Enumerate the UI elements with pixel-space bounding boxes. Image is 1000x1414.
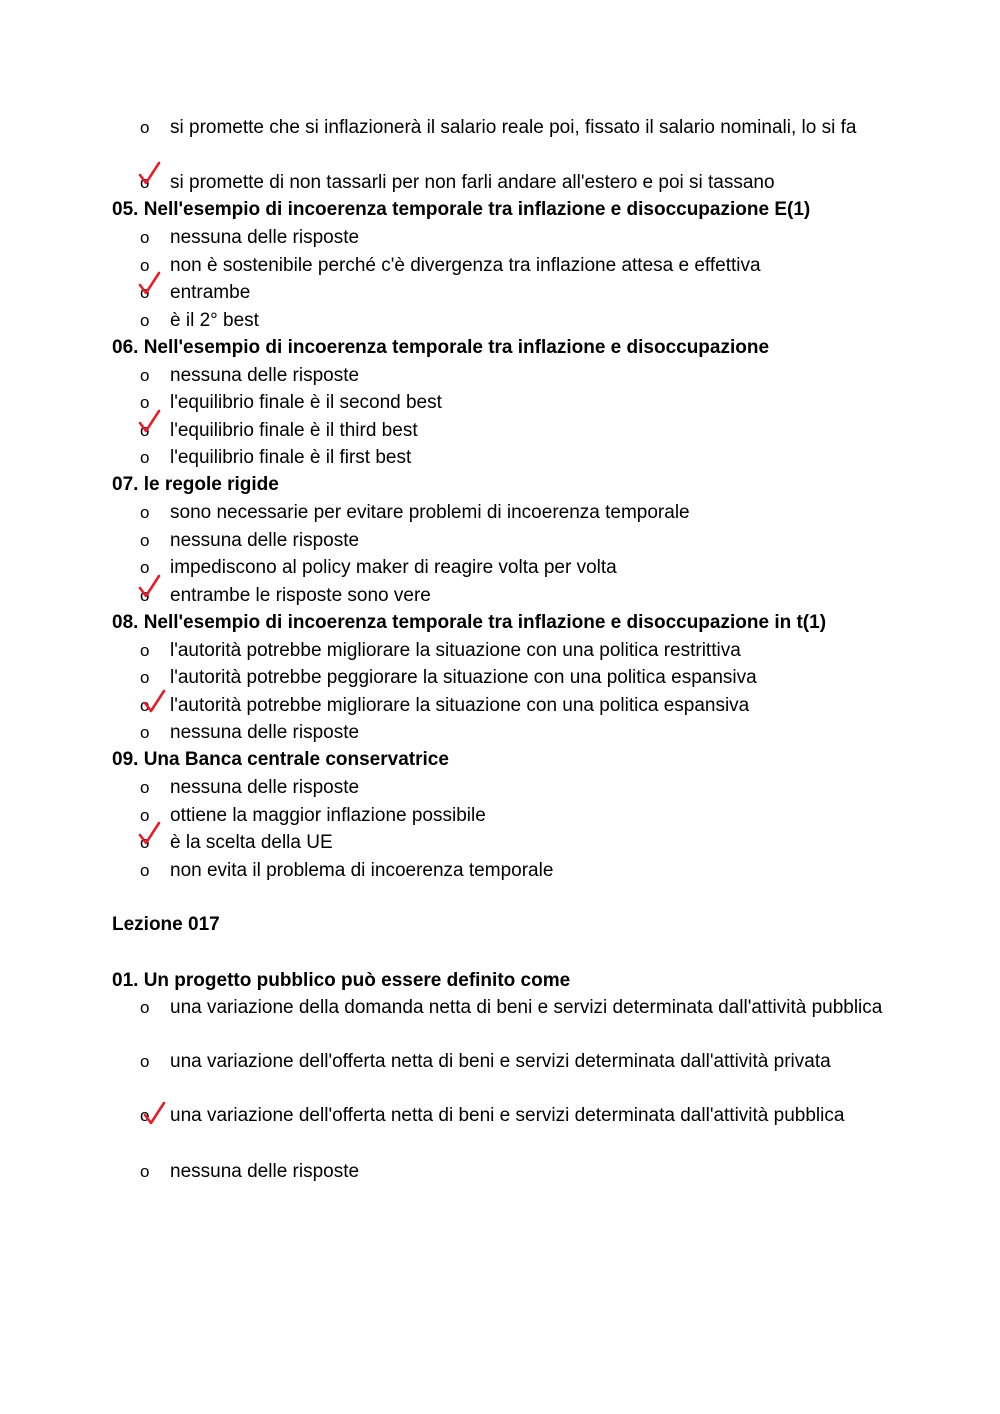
option-text: impediscono al policy maker di reagire volta per volta (170, 557, 617, 578)
bullet-circle: o (140, 586, 150, 605)
option-text: è la scelta della UE (170, 832, 333, 853)
checkmark-stroke (140, 823, 159, 843)
bullet-circle: o (140, 833, 150, 852)
bullet-circle: o (140, 283, 150, 302)
question-title-09: 09. Una Banca centrale conservatrice (112, 749, 449, 770)
option-text: una variazione dell'offerta netta di beni e servizi determinata dall'attività pubblica (170, 1105, 845, 1126)
bullet-circle: o (140, 256, 150, 275)
checkmark-icon (137, 270, 163, 300)
bullet-circle: o (140, 641, 150, 660)
option-text: nessuna delle risposte (170, 722, 360, 743)
option-text: nessuna delle risposte (170, 365, 360, 386)
option-text: l'equilibrio finale è il second best (170, 392, 442, 413)
bullet-circle: o (140, 531, 150, 550)
checkmark-icon (137, 820, 163, 850)
option-08-2 (140, 664, 885, 691)
option-text: l'equilibrio finale è il first best (170, 447, 412, 468)
option-09-3-correct (140, 829, 885, 856)
checkmark-stroke (140, 163, 159, 183)
bullet-circle: o (140, 861, 150, 880)
option-l017-01-3-correct (140, 1102, 885, 1129)
option-text: ottiene la maggior inflazione possibile (170, 805, 486, 826)
option-05-4 (140, 307, 885, 334)
option-text: entrambe le risposte sono vere (170, 585, 431, 606)
bullet-circle: o (140, 723, 150, 742)
question-title-05: 05. Nell'esempio di incoerenza temporale tra inflazione e disoccupazione E(1) (112, 199, 811, 220)
question-title-08: 08. Nell'esempio di incoerenza temporale tra inflazione e disoccupazione in t(1) (112, 612, 827, 633)
option-text: una variazione dell'offerta netta di beni e servizi determinata dall'attività privata (170, 1051, 831, 1072)
option-text: nessuna delle risposte (170, 777, 360, 798)
bullet-circle: o (140, 503, 150, 522)
option-text: è il 2° best (170, 310, 259, 331)
option-07-2 (140, 527, 885, 554)
option-text: l'autorità potrebbe migliorare la situazione con una politica restrittiva (170, 640, 741, 661)
option-07-4-correct (140, 582, 885, 609)
option-06-1 (140, 362, 885, 389)
option-09-2 (140, 802, 885, 829)
question-title-06: 06. Nell'esempio di incoerenza temporale tra inflazione e disoccupazione (112, 337, 770, 358)
checkmark-icon (137, 573, 163, 603)
bullet-circle: o (140, 393, 150, 412)
checkmark-icon (137, 160, 163, 190)
option-05-2 (140, 252, 885, 279)
option-text: non è sostenibile perché c'è divergenza tra inflazione attesa e effettiva (170, 255, 761, 276)
bullet-circle: o (140, 421, 150, 440)
bullet-circle: o (140, 366, 150, 385)
checkmark-stroke (145, 691, 164, 711)
checkmark-stroke (140, 411, 159, 431)
option-text: sono necessarie per evitare problemi di incoerenza temporale (170, 502, 690, 523)
option-06-3-correct (140, 417, 885, 444)
option-07-1 (140, 499, 885, 526)
question-title-07: 07. le regole rigide (112, 474, 279, 495)
option-l017-01-1 (140, 994, 885, 1021)
bullet-circle: o (140, 1052, 150, 1071)
option-05-1 (140, 224, 885, 251)
checkmark-icon (142, 688, 168, 718)
checkmark-stroke (145, 1103, 164, 1123)
option-05-3-correct (140, 279, 885, 306)
option-text: nessuna delle risposte (170, 530, 360, 551)
option-08-3-correct (140, 692, 885, 719)
option-06-2 (140, 389, 885, 416)
bullet-circle: o (140, 668, 150, 687)
option-l017-01-2 (140, 1048, 885, 1075)
option-09-1 (140, 774, 885, 801)
bullet-circle: o (140, 311, 150, 330)
bullet-circle: o (140, 1106, 150, 1125)
option-06-4 (140, 444, 885, 471)
option-text: entrambe (170, 282, 251, 303)
option-08-4 (140, 719, 885, 746)
bullet-circle: o (140, 228, 150, 247)
option-09-4 (140, 857, 885, 884)
option-text: una variazione della domanda netta di beni e servizi determinata dall'attività pubblica (170, 997, 883, 1018)
bullet-circle: o (140, 778, 150, 797)
option-text: nessuna delle risposte (170, 227, 360, 248)
checkmark-icon (142, 1100, 168, 1130)
bullet-circle: o (140, 558, 150, 577)
option-text: l'autorità potrebbe peggiorare la situazione con una politica espansiva (170, 667, 757, 688)
checkmark-stroke (140, 273, 159, 293)
checkmark-icon (137, 408, 163, 438)
bullet-circle: o (140, 448, 150, 467)
option-text: si promette di non tassarli per non farli andare all'estero e poi si tassano (170, 172, 775, 193)
option-text: nessuna delle risposte (170, 1161, 360, 1182)
option-text: l'autorità potrebbe migliorare la situazione con una politica espansiva (170, 695, 750, 716)
bullet-circle: o (140, 1162, 150, 1181)
option-08-1 (140, 637, 885, 664)
option-continuation-2-correct (140, 169, 885, 196)
option-07-3 (140, 554, 885, 581)
option-text: l'equilibrio finale è il third best (170, 420, 418, 441)
option-text: non evita il problema di incoerenza temporale (170, 860, 554, 881)
question-title-l017-01: 01. Un progetto pubblico può essere definito come (112, 970, 571, 991)
lesson-title: Lezione 017 (112, 914, 220, 935)
bullet-circle: o (140, 118, 150, 137)
option-continuation-1 (140, 114, 885, 141)
checkmark-stroke (140, 576, 159, 596)
bullet-circle: o (140, 173, 150, 192)
bullet-circle: o (140, 696, 150, 715)
bullet-circle: o (140, 806, 150, 825)
option-text: si promette che si inflazionerà il salario reale poi, fissato il salario nominali, lo si fa (170, 117, 857, 138)
bullet-circle: o (140, 998, 150, 1017)
option-l017-01-4 (140, 1158, 885, 1185)
